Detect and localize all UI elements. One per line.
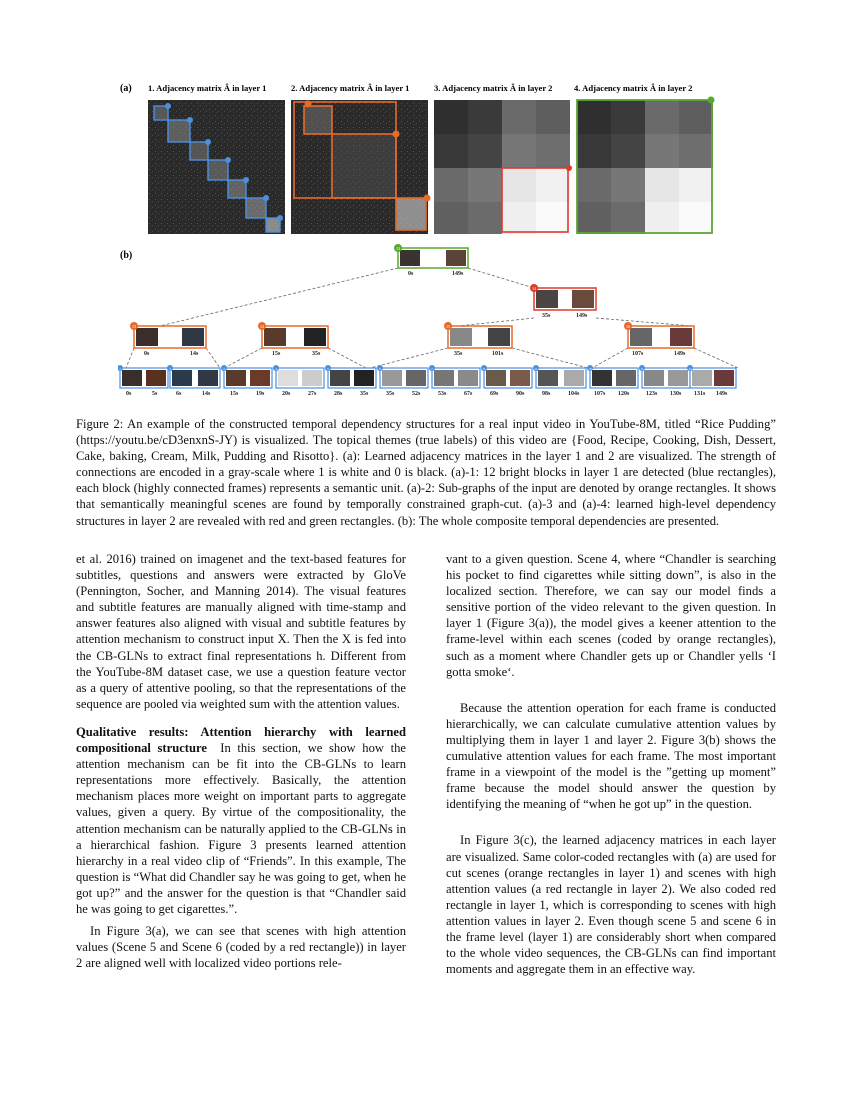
tree-leaf-1 [118,365,168,397]
tree-layer1-end: 101s [492,351,504,357]
tree-leaf-start: 123s [646,391,658,397]
tree-leaf-end: 120s [618,391,630,397]
tree-layer2-start: 35s [542,313,551,319]
tree-leaf-badge: 12 [688,367,692,371]
tree-layer2-badge: 14 [532,286,536,291]
tree-leaf-8 [481,365,532,397]
tree-leaf-10 [587,365,638,397]
tree-leaf-badge: 4 [275,367,277,371]
tree-leaf-end: 149s [716,391,728,397]
tree-leaf-badge: 1 [119,367,121,371]
tree-leaf-4 [273,365,324,397]
tree-root-end: 149s [452,271,464,277]
tree-leaf-end: 5s [152,391,158,397]
adjacency-matrix-4 [577,97,715,235]
tree-layer1-start: 0s [144,351,150,357]
matrix-title-4: 4. Adjacency matrix Â in layer 2 [574,83,693,93]
tree-leaf-end: 90s [516,391,525,397]
tree-leaf-end: 130s [670,391,682,397]
tree-leaf-end: 14s [202,391,211,397]
tree-leaf-end: 67s [464,391,473,397]
figure [118,78,738,398]
tree-layer2-node [530,284,596,319]
tree-leaf-end: 19s [256,391,265,397]
tree-leaf-7 [429,365,480,397]
tree-leaf-start: 53s [438,391,447,397]
tree-layer1-node-2 [258,322,328,357]
tree-root-node [394,244,468,277]
tree-layer1-node-3 [444,322,512,357]
tree-leaf-5 [325,365,376,397]
right-column [446,551,776,977]
part-b-label: (b) [120,250,133,261]
section-heading: Qualitative results: Attention hierarchy with learned compositional structure [76,724,406,756]
tree-layer1-node-1 [130,322,206,357]
tree-leaf-start: 28s [334,391,343,397]
tree-root-start: 0s [408,271,414,277]
tree-leaf-start: 20s [282,391,291,397]
adjacency-matrix-2 [291,100,431,234]
tree-layer1-end: 35s [312,351,321,357]
left-paragraph-3: In Figure 3(a), we can see that scenes with high attention values (Scene 5 and Scene 6 (coded by a red rectangle)) in layer 2 are aligned well with localized video portions rele- [76,924,406,971]
left-paragraph-1: et al. 2016) trained on imagenet and the text-based features for subtitles, questions and answers were extracted by GloVe (Pennington, Socher, and Manning 2014). The visual features and subtitle features are manually aligned with time-stamp and answer features also aligned with visual and subtitle features by attention mechanism to construct input X. Then the X is fed into the CB-GLNs to extract final representations h. Different from the YouTube-8M dataset case, we use a question feature vector as a query of attentive pooling, so that the representations of the sequence are pooled via weighted sum with the attention values. [76,552,406,711]
right-paragraph-3: In Figure 3(c), the learned adjacency matrices in each layer are visualized. Same color-coded rectangles with (a) are used for cut scenes (orange rectangles in layer 1) and scenes with high attention values (a red rectangle in layer 2). We also coded red rectangle in layer 1, which is corresponding to scenes with high attention values in layer 2. Even though scene 5 and scene 6 in the frame level (layer 1) are considerably short when compared to the whole video sequences, the CB-GLNs can find important moments and aggregate them in an effective way. [446,833,776,977]
adjacency-matrix-3 [434,100,572,234]
tree-leaf-start: 0s [126,391,132,397]
tree-leaf-badge: 2 [169,367,171,371]
tree-layer1-node-4 [624,322,694,357]
tree-leaf-start: 6s [176,391,182,397]
left-column [76,551,406,971]
tree-layer2-end: 149s [576,313,588,319]
tree-leaves [118,365,736,397]
tree-layer1-badge: 13 [132,324,136,329]
right-paragraph-1: vant to a given question. Scene 4, where “Chandler is searching his pocket to find cigarettes while sitting down”, is also in the localized section. Therefore, we can say our model finds a sensitive portion of the video relevant to the given question. In layer 1 (Figure 3(a)), the model gives a keener attention to the frame-level within each scenes (coded by orange rectangles), such as a moment where Chandler gets up or Chandler yells ‘I gotta smoke‘. [446,552,776,679]
tree-layer1-start: 15s [272,351,281,357]
tree-layer1-badge: 15 [446,324,450,329]
matrix-title-2: 2. Adjacency matrix Â in layer 1 [291,83,410,93]
tree-leaf-start: 107s [594,391,606,397]
matrix-title-1: 1. Adjacency matrix Â in layer 1 [148,83,267,93]
tree-leaf-2 [167,365,220,397]
tree-leaf-badge: 10 [588,367,592,371]
matrix-title-3: 3. Adjacency matrix Â in layer 2 [434,83,553,93]
tree-leaf-12 [687,365,736,397]
tree-layer1-badge: 14 [260,324,264,329]
adjacency-matrix-1 [148,100,285,234]
tree-leaf-start: 69s [490,391,499,397]
tree-leaf-badge: 11 [640,367,644,371]
tree-leaf-end: 35s [360,391,369,397]
tree-root-badge: 13 [396,246,400,251]
tree-leaf-9 [533,365,586,397]
tree-layer1-end: 149s [674,351,686,357]
tree-leaf-start: 35s [386,391,395,397]
tree-leaf-start: 98s [542,391,551,397]
tree-layer1-start: 107s [632,351,644,357]
tree-leaf-3 [221,365,272,397]
tree-leaf-6 [377,365,428,397]
tree-leaf-badge: 7 [431,367,433,371]
tree-leaf-end: 104s [568,391,580,397]
tree-leaf-end: 52s [412,391,421,397]
tree-leaf-end: 27s [308,391,317,397]
tree-leaf-badge: 8 [483,367,485,371]
tree-layer1-badge: 16 [626,324,630,329]
tree-edges [126,268,738,368]
tree-leaf-start: 131s [694,391,706,397]
tree-leaf-start: 15s [230,391,239,397]
left-paragraph-2 [76,724,406,917]
tree-leaf-badge: 6 [379,367,381,371]
tree-layer1-end: 14s [190,351,199,357]
tree-leaf-badge: 5 [327,367,329,371]
tree-layer1-start: 35s [454,351,463,357]
tree-leaf-badge: 3 [223,367,225,371]
figure-graphic [118,78,738,398]
figure-caption: Figure 2: An example of the constructed temporal dependency structures for a real input video in YouTube-8M, titled “Rice Pudding” (https://youtu.be/cD3enxnS-JY) is visualized. The topical themes (true labels) of this video are {Food, Recipe, Cooking, Dish, Dessert, Cake, baking, Cream, Milk, Pudding and Risotto}. (a): Learned adjacency matrices in the layer 1 and 2 are visualized. The strength of connections are encoded in a gray-scale where 1 is white and 0 is black. (a)-1: 12 bright blocks in layer 1 are detected (blue rectangles), each block (highly connected frames) represents a semantic unit. (a)-2: Sub-graphs of the input are denoted by orange rectangles. It shows that semantically meaningful scenes are found by temporally constrained graph-cut. (a)-3 and (a)-4: learned high-level dependency structures in layer 2 are revealed with red and green rectangles. (b): The whole composite temporal dependencies are presented. [76,417,776,528]
tree-leaf-badge: 9 [535,367,537,371]
left-paragraph-2-body: In this section, we show how the attention mechanism can be fit into the CB-GLNs to learn representations more effectively. Basically, the attention mechanism places more weight on important parts to aggregate values, given a query. By virtue of the compositionality, the attention mechanism can be naturally applied to the CB-GLNs in a hierarchical fashion. Figure 3 presents learned attention hierarchy in a real video clip of “Friends”. In this example, The question is “What did Chandler say he was going to get, when he got up?” and the answer for the question is that “Chandler said he was going to get cigarettes.”. [76,741,406,916]
part-a-label: (a) [120,83,132,94]
right-paragraph-2: Because the attention operation for each frame is conducted hierarchically, we can calculate cumulative attention values by multiplying them in layer 1 and layer 2. Figure 3(b) shows the cumulative attention values for each frame. The most important frame in a viewpoint of the model is the ”getting up moment” frame because the model should answer the question by identifying the meaning of “when he got up” in the question. [446,700,776,812]
tree-leaf-11 [639,365,690,397]
